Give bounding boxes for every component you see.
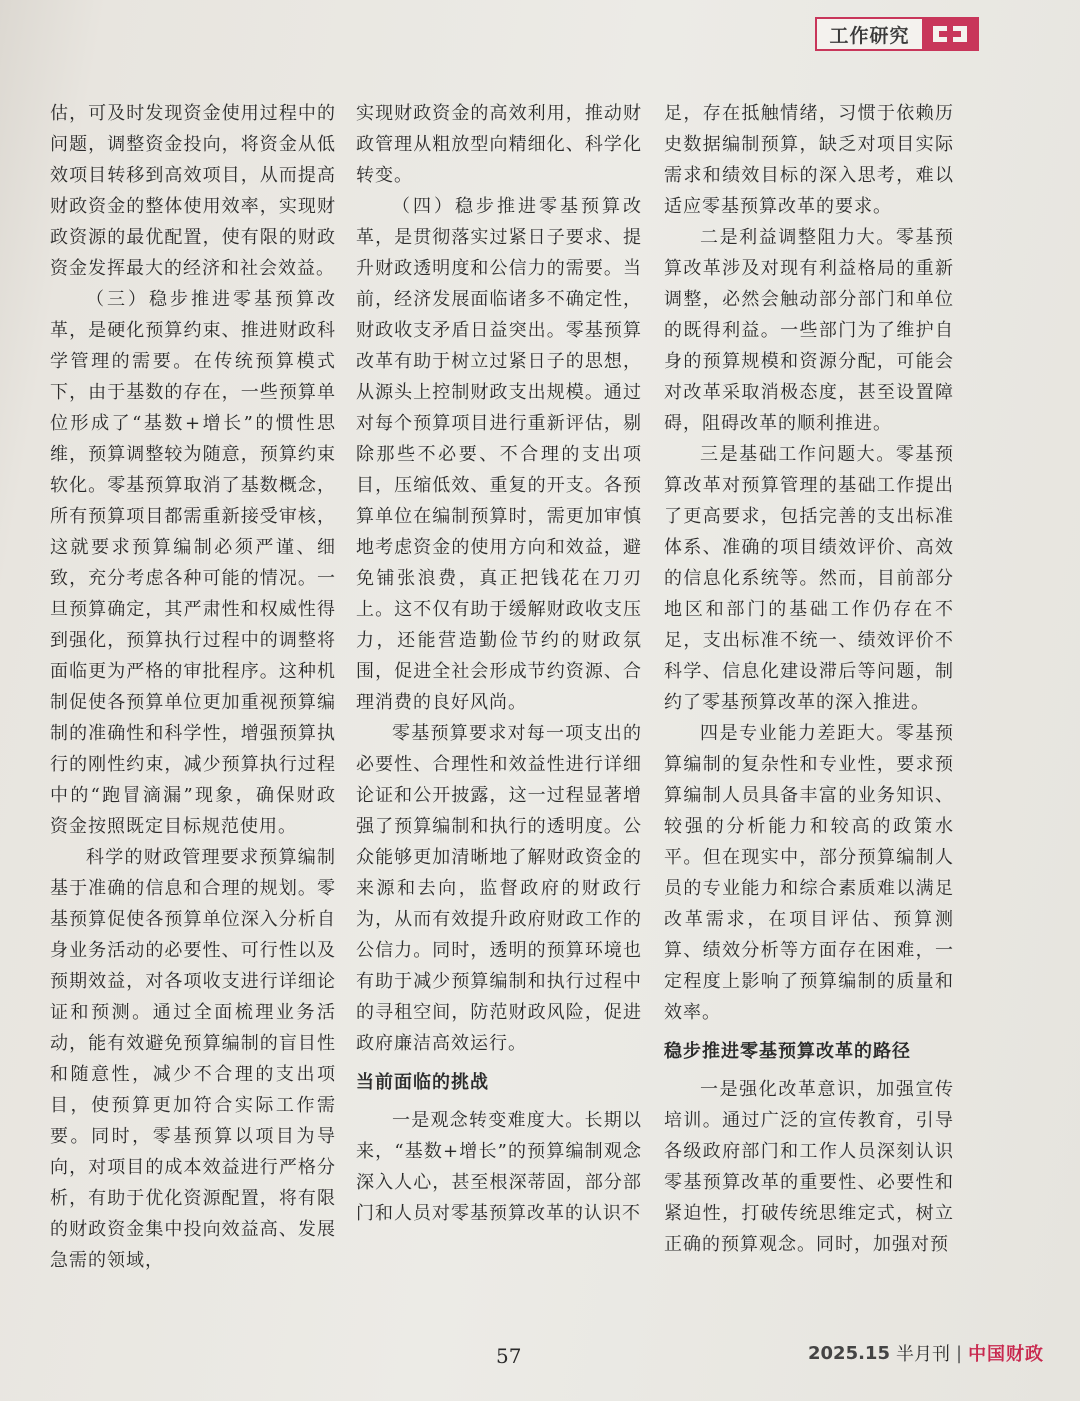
paragraph: 二是利益调整阻力大。零基预算改革涉及对现有利益格局的重新调整，必然会触动部分部门和单位的既得利益。一些部门为了维护自身的预算规模和资源分配，可能会对改革采取消极态度，甚至设置障碍，阻碍改革的顺利推进。 — [664, 227, 954, 434]
paragraph: 三是基础工作问题大。零基预算改革对预算管理的基础工作提出了更高要求，包括完善的支出标准体系、准确的项目绩效评价、高效的信息化系统等。然而，目前部分地区和部门的基础工作仍存在不足，支出标准不统一、绩效评价不科学、信息化建设滞后等问题，制约了零基预算改革的深入推进。 — [664, 444, 954, 713]
section-badge — [815, 17, 979, 51]
paragraph: 科学的财政管理要求预算编制基于准确的信息和合理的规划。零基预算促使各预算单位深入分析自身业务活动的必要性、可行性以及预期效益，对各项收支进行详细论证和预测。通过全面梳理业务活动，能有效避免预算编制的盲目性和随意性，减少不合理的支出项目，使预算更加符合实际工作需要。同时，零基预算以项目为导向，对项目的成本效益进行严格分析，有助于优化资源配置，将有限的财政资金集中投向效益高、发展急需的领域， — [50, 847, 336, 1271]
paragraph: （四）稳步推进零基预算改革，是贯彻落实过紧日子要求、提升财政透明度和公信力的需要。当前，经济发展面临诸多不确定性，财政收支矛盾日益突出。零基预算改革有助于树立过紧日子的思想，从源头上控制财政支出规模。通过对每个预算项目进行重新评估，剔除那些不必要、不合理的支出项目，压缩低效、重复的开支。各预算单位在编制预算时，需更加审慎地考虑资金的使用方向和效益，避免铺张浪费，真正把钱花在刀刃上。这不仅有助于缓解财政收支压力，还能营造勤俭节约的财政氛围，促进全社会形成节约资源、合理消费的良好风尚。 — [356, 196, 642, 713]
column-3 — [664, 98, 954, 1260]
magazine-brand: 中国财政 — [968, 1344, 1045, 1365]
footer — [808, 1340, 1044, 1366]
paragraph: 实现财政资金的高效利用，推动财政管理从粗放型向精细化、科学化转变。 — [356, 103, 642, 186]
frequency: 半月刊 — [895, 1344, 950, 1365]
page-number: 57 — [496, 1344, 522, 1368]
column-1 — [50, 98, 336, 1276]
paragraph: 零基预算要求对每一项支出的必要性、合理性和效益性进行详细论证和公开披露，这一过程显著增强了预算编制和执行的透明度。公众能够更加清晰地了解财政资金的来源和去向，监督政府的财政行为，从而有效提升政府财政工作的公信力。同时，透明的预算环境也有助于减少预算编制和执行过程中的寻租空间，防范财政风险，促进政府廉洁高效运行。 — [356, 723, 642, 1054]
paragraph: （三）稳步推进零基预算改革，是硬化预算约束、推进财政科学管理的需要。在传统预算模式下，由于基数的存在，一些预算单位形成了“基数+增长”的惯性思维，预算调整较为随意，预算约束软化。零基预算取消了基数概念，所有预算项目都需重新接受审核，这就要求预算编制必须严谨、细致，充分考虑各种可能的情况。一旦预算确定，其严肃性和权威性得到强化，预算执行过程中的调整将面临更为严格的审批程序。这种机制促使各预算单位更加重视预算编制的准确性和科学性，增强预算执行的刚性约束，减少预算执行过程中的“跑冒滴漏”现象，确保财政资金按照既定目标规范使用。 — [50, 289, 336, 837]
divider: | — [955, 1342, 963, 1364]
paragraph: 四是专业能力差距大。零基预算编制的复杂性和专业性，要求预算编制人员具备丰富的业务知识、较强的分析能力和较高的政策水平。但在现实中，部分预算编制人员的专业能力和综合素质难以满足改革需求，在项目评估、预算测算、绩效分析等方面存在困难，一定程度上影响了预算编制的质量和效率。 — [664, 723, 954, 1023]
magazine-logo-icon — [922, 19, 977, 49]
paragraph: 估，可及时发现资金使用过程中的问题，调整资金投向，将资金从低效项目转移到高效项目，从而提高财政资金的整体使用效率，实现财政资源的最优配置，使有限的财政资金发挥最大的经济和社会效益。 — [50, 103, 336, 279]
section-title: 工作研究 — [829, 24, 910, 47]
section-heading: 当前面临的挑战 — [356, 1072, 489, 1093]
section-heading: 稳步推进零基预算改革的路径 — [664, 1041, 911, 1062]
column-2 — [356, 98, 642, 1229]
paragraph: 一是强化改革意识，加强宣传培训。通过广泛的宣传教育，引导各级政府部门和工作人员深刻认识零基预算改革的重要性、必要性和紧迫性，打破传统思维定式，树立正确的预算观念。同时，加强对预 — [664, 1079, 954, 1255]
issue-number: 2025.15 — [808, 1342, 890, 1364]
paragraph: 足，存在抵触情绪，习惯于依赖历史数据编制预算，缺乏对项目实际需求和绩效目标的深入思考，难以适应零基预算改革的要求。 — [664, 103, 954, 217]
paragraph: 一是观念转变难度大。长期以来，“基数+增长”的预算编制观念深入人心，甚至根深蒂固，部分部门和人员对零基预算改革的认识不 — [356, 1110, 642, 1224]
